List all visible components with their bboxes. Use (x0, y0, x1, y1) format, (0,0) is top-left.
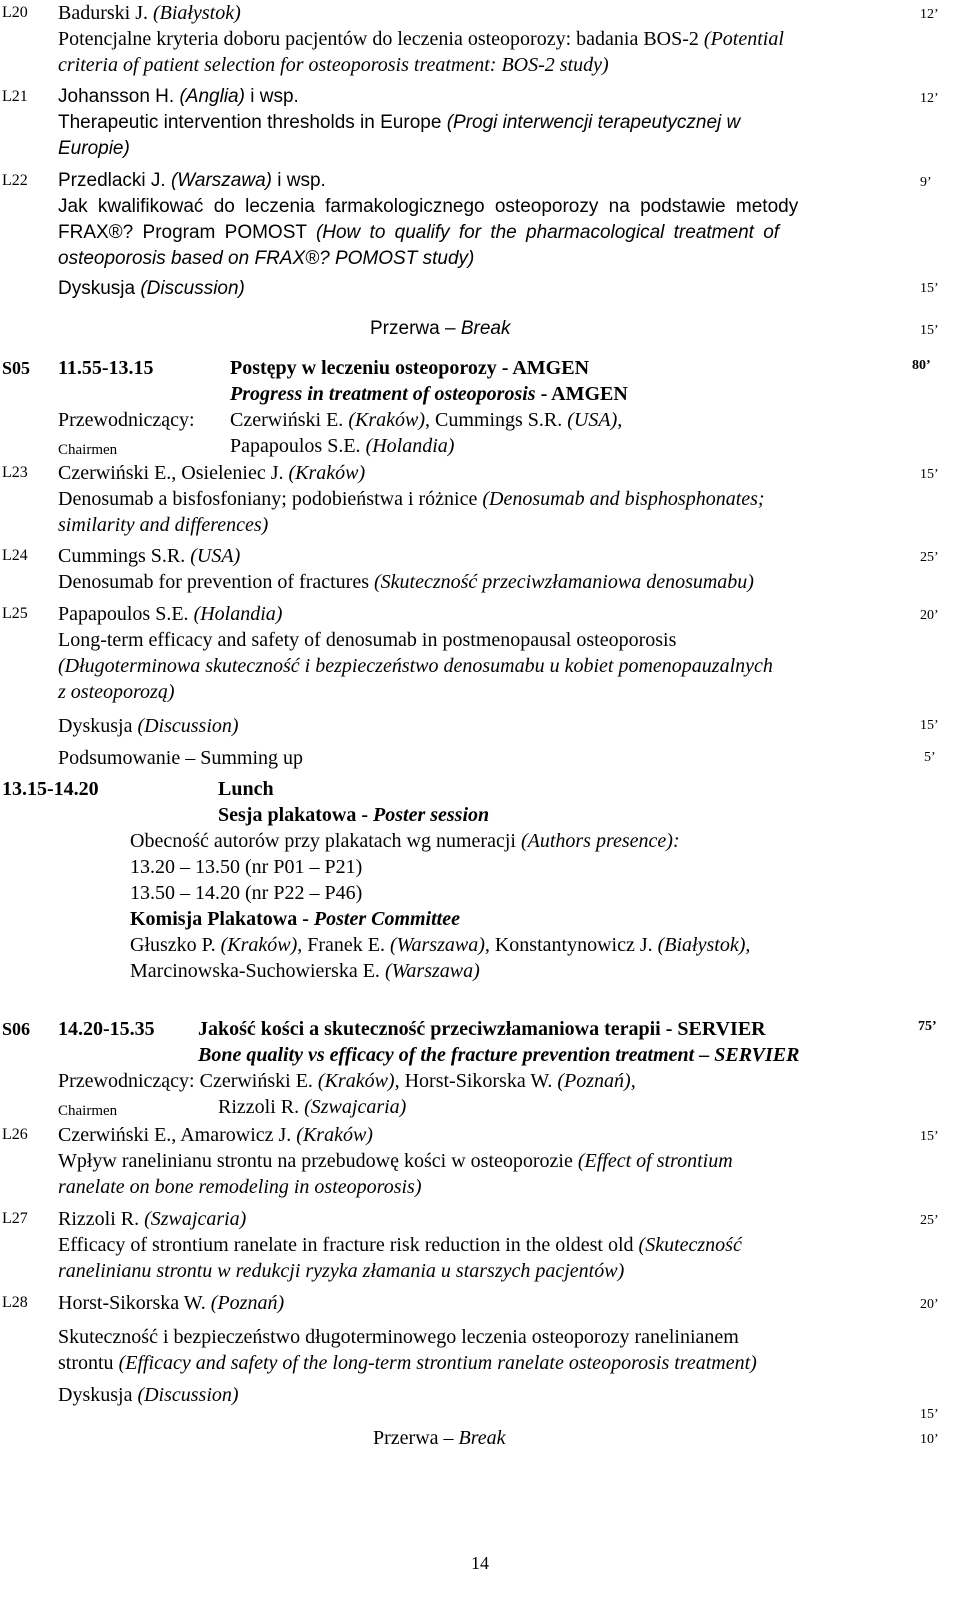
lecture-body (58, 543, 908, 595)
discussion-duration: 15’ (920, 1407, 939, 1422)
session-time: 14.20-15.35 (58, 1018, 155, 1040)
poster-slot-2: 13.50 – 14.20 (nr P22 – P46) (130, 882, 363, 904)
session-chairs-2: Papapoulos S.E. (Holandia) (230, 435, 455, 457)
lecture-title: Skuteczność i bezpieczeństwo długoterminowego leczenia osteoporozy ranelinianem (58, 1326, 739, 1348)
lecture-title: Efficacy of strontium ranelate in fracture risk reduction in the oldest old (Skuteczność (58, 1234, 742, 1256)
session-chairs-1: Czerwiński E. (Kraków), Cummings S.R. (USA), (230, 409, 623, 431)
lecture-author: Rizzoli R. (Szwajcaria) (58, 1208, 247, 1230)
lecture-code: L27 (2, 1210, 28, 1227)
lecture-body (58, 168, 908, 302)
session-duration: 80’ (912, 358, 931, 373)
session-title: Postępy w leczeniu osteoporozy - AMGEN (230, 357, 590, 379)
session-chairs: Przewodniczący: Czerwiński E. (Kraków), Horst-Sikorska W. (Poznań), (58, 1070, 636, 1092)
lecture-code: L25 (2, 605, 28, 622)
lecture-author: Czerwiński E., Amarowicz J. (Kraków) (58, 1124, 373, 1146)
lecture-author: Johansson H. (Anglia) i wsp. (58, 86, 299, 107)
session-code: S05 (2, 358, 31, 378)
lecture-duration: 12’ (920, 91, 939, 106)
page-number: 14 (471, 1553, 489, 1573)
lecture-body (58, 84, 908, 162)
lecture-code: L21 (2, 88, 28, 105)
lecture-author: Papapoulos S.E. (Holandia) (58, 603, 283, 625)
lecture-body (58, 0, 908, 78)
lecture-duration: 12’ (920, 7, 939, 22)
lecture-title-en: ranelate on bone remodeling in osteoporosis) (58, 1176, 422, 1198)
lecture-duration: 20’ (920, 608, 939, 623)
lecture-duration: 25’ (920, 1213, 939, 1228)
lecture-duration: 20’ (920, 1297, 939, 1312)
discussion-duration: 15’ (920, 281, 939, 296)
lecture-body (58, 460, 908, 538)
poster-session-title: Sesja plakatowa - Poster session (218, 804, 490, 826)
lecture-body (58, 1290, 908, 1408)
break-label: Przerwa – Break (373, 1427, 506, 1449)
lecture-title: Jak kwalifikować do leczenia farmakologicznego osteoporozy na podstawie metody (58, 196, 799, 217)
discussion-line: Dyskusja (Discussion) (58, 278, 245, 299)
chairmen-label: Chairmen (58, 442, 118, 458)
lecture-code: L28 (2, 1294, 28, 1311)
session-title: Jakość kości a skuteczność przeciwzłamaniowa terapii - SERVIER (198, 1018, 766, 1040)
lecture-author: Cummings S.R. (USA) (58, 545, 241, 567)
lecture-duration: 25’ (920, 550, 939, 565)
lecture-duration: 15’ (920, 1129, 939, 1144)
poster-committee-title: Komisja Plakatowa - Poster Committee (130, 908, 460, 930)
lecture-title: Therapeutic intervention thresholds in Europe (Progi interwencji terapeutycznej w (58, 112, 741, 133)
lecture-title-en: similarity and differences) (58, 514, 269, 536)
lecture-title-pl: Europie) (58, 138, 130, 159)
lecture-title: Potencjalne kryteria doboru pacjentów do leczenia osteoporozy: badania BOS-2 (Potential (58, 28, 784, 50)
chairmen-label: Chairmen (58, 1103, 118, 1119)
lecture-body (58, 1122, 908, 1200)
lecture-body (58, 1206, 908, 1284)
lecture-title-pl: (Długoterminowa skuteczność i bezpieczeństwo denosumabu u kobiet pomenopauzalnych (58, 655, 773, 677)
poster-committee-members: Głuszko P. (Kraków), Franek E. (Warszawa), Konstantynowicz J. (Białystok), (130, 934, 751, 956)
discussion-duration: 15’ (920, 718, 939, 733)
session-title-en: Progress in treatment of osteoporosis - AMGEN (230, 383, 628, 405)
lecture-code: L23 (2, 464, 28, 481)
lunch-label: Lunch (218, 778, 274, 800)
lecture-title-cont: strontu (Efficacy and safety of the long-term strontium ranelate osteoporosis treatment) (58, 1352, 757, 1374)
poster-committee-members-cont: Marcinowska-Suchowierska E. (Warszawa) (130, 960, 480, 982)
session-code: S06 (2, 1019, 31, 1039)
summary-duration: 5’ (924, 750, 936, 765)
poster-details (130, 828, 910, 984)
break-duration: 10’ (920, 1432, 939, 1447)
summary-line: Podsumowanie – Summing up (58, 747, 304, 769)
lecture-title-en: criteria of patient selection for osteoporosis treatment: BOS-2 study) (58, 54, 609, 76)
lecture-title: Long-term efficacy and safety of denosumab in postmenopausal osteoporosis (58, 629, 677, 651)
poster-slot-1: 13.20 – 13.50 (nr P01 – P21) (130, 856, 363, 878)
lecture-duration: 15’ (920, 467, 939, 482)
discussion-line: Dyskusja (Discussion) (58, 715, 239, 737)
authors-presence: Obecność autorów przy plakatach wg numeracji (Authors presence): (130, 830, 680, 852)
lecture-author: Przedlacki J. (Warszawa) i wsp. (58, 170, 326, 191)
session-time: 11.55-13.15 (58, 357, 154, 379)
lecture-duration: 9’ (920, 175, 932, 190)
lecture-title-pl-cont: z osteoporozą) (58, 681, 175, 703)
discussion-line: Dyskusja (Discussion) (58, 1384, 239, 1406)
lecture-title-en: osteoporosis based on FRAX®? POMOST study) (58, 248, 475, 269)
lecture-title: Denosumab for prevention of fractures (Skuteczność przeciwzłamaniowa denosumabu) (58, 571, 754, 593)
lecture-code: L22 (2, 172, 28, 189)
lecture-author: Horst-Sikorska W. (Poznań) (58, 1292, 285, 1314)
lecture-author: Czerwiński E., Osieleniec J. (Kraków) (58, 462, 366, 484)
session-duration: 75’ (918, 1019, 937, 1034)
lecture-code: L20 (2, 4, 28, 21)
lecture-title: Wpływ ranelinianu strontu na przebudowę kości w osteoporozie (Effect of strontium (58, 1150, 733, 1172)
lecture-title: Denosumab a bisfosfoniany; podobieństwa i różnice (Denosumab and bisphosphonates; (58, 488, 765, 510)
lunch-time: 13.15-14.20 (2, 778, 99, 800)
session-chairs-2: Rizzoli R. (Szwajcaria) (218, 1096, 407, 1118)
lecture-title-cont: FRAX®? Program POMOST (How to qualify for the pharmacological treatment of (58, 222, 780, 243)
session-title-en: Bone quality vs efficacy of the fracture prevention treatment – SERVIER (198, 1044, 800, 1066)
lecture-author: Badurski J. (Białystok) (58, 2, 241, 24)
break-duration: 15’ (920, 323, 939, 338)
break-label: Przerwa – Break (370, 318, 511, 339)
lecture-code: L24 (2, 547, 28, 564)
session-chairs: Przewodniczący: (58, 409, 195, 431)
lecture-code: L26 (2, 1126, 28, 1143)
lecture-body (58, 601, 908, 771)
lecture-title-pl: ranelinianu strontu w redukcji ryzyka złamania u starszych pacjentów) (58, 1260, 625, 1282)
